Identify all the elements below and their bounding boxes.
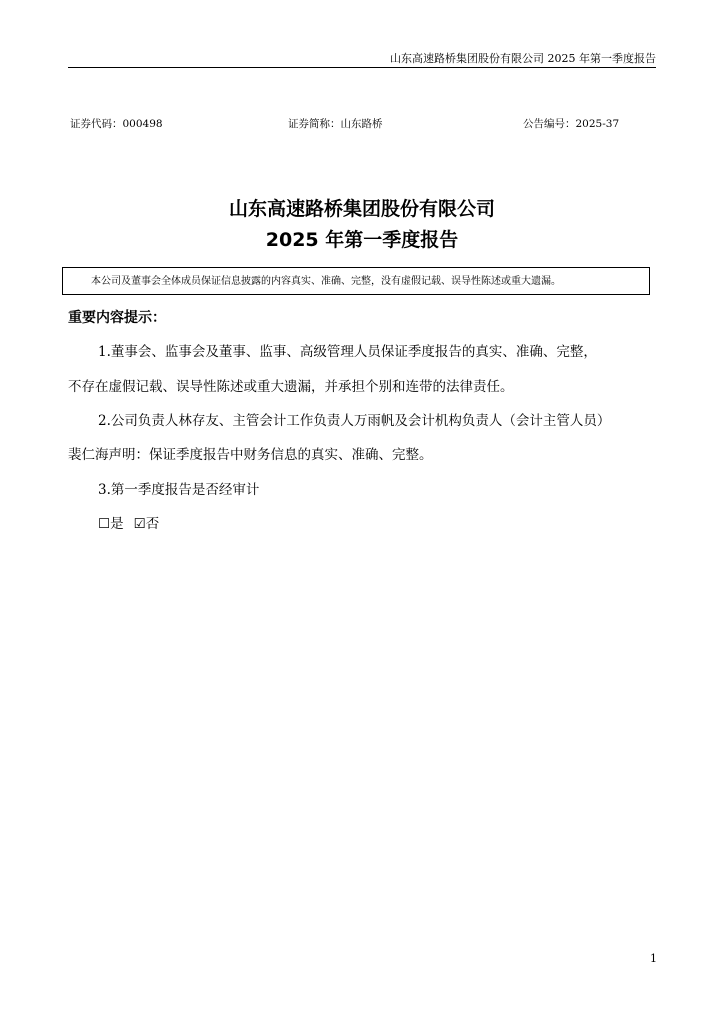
announcement-number: 公告编号：2025-37 [523,118,620,130]
note-line: 裴仁海声明：保证季度报告中财务信息的真实、准确、完整。 [68,447,433,463]
note-line: 2.公司负责人林存友、主管会计工作负责人万雨帆及会计机构负责人（会计主管人员） [98,413,611,429]
audit-options [98,515,159,533]
note-line: 3.第一季度报告是否经审计 [98,482,260,498]
unchecked-box-icon: ☐ [98,516,111,532]
audit-yes-label: 是 [110,516,124,532]
audit-no-label: 否 [145,516,160,532]
page-number: 1 [650,952,657,965]
note-line: 不存在虚假记载、误导性陈述或重大遗漏，并承担个别和连带的法律责任。 [68,379,514,395]
stock-abbreviation: 证券简称：山东路桥 [288,118,383,130]
stock-code: 证券代码：000498 [70,118,163,130]
checked-box-icon: ☑ [133,516,146,532]
disclosure-notice-box [62,267,650,295]
document-title [0,194,724,256]
header-divider [68,67,656,68]
company-name: 山东高速路桥集团股份有限公司 [228,198,495,220]
running-header: 山东高速路桥集团股份有限公司 2025 年第一季度报告 [390,52,656,65]
disclosure-notice-text: 本公司及董事会全体成员保证信息披露的内容真实、准确、完整，没有虚假记载、误导性陈述或重大遗漏。 [91,276,561,287]
note-line: 1.董事会、监事会及董事、监事、高级管理人员保证季度报告的真实、准确、完整， [98,344,597,360]
report-title: 2025 年第一季度报告 [265,229,459,251]
important-notes-heading: 重要内容提示： [68,310,166,326]
